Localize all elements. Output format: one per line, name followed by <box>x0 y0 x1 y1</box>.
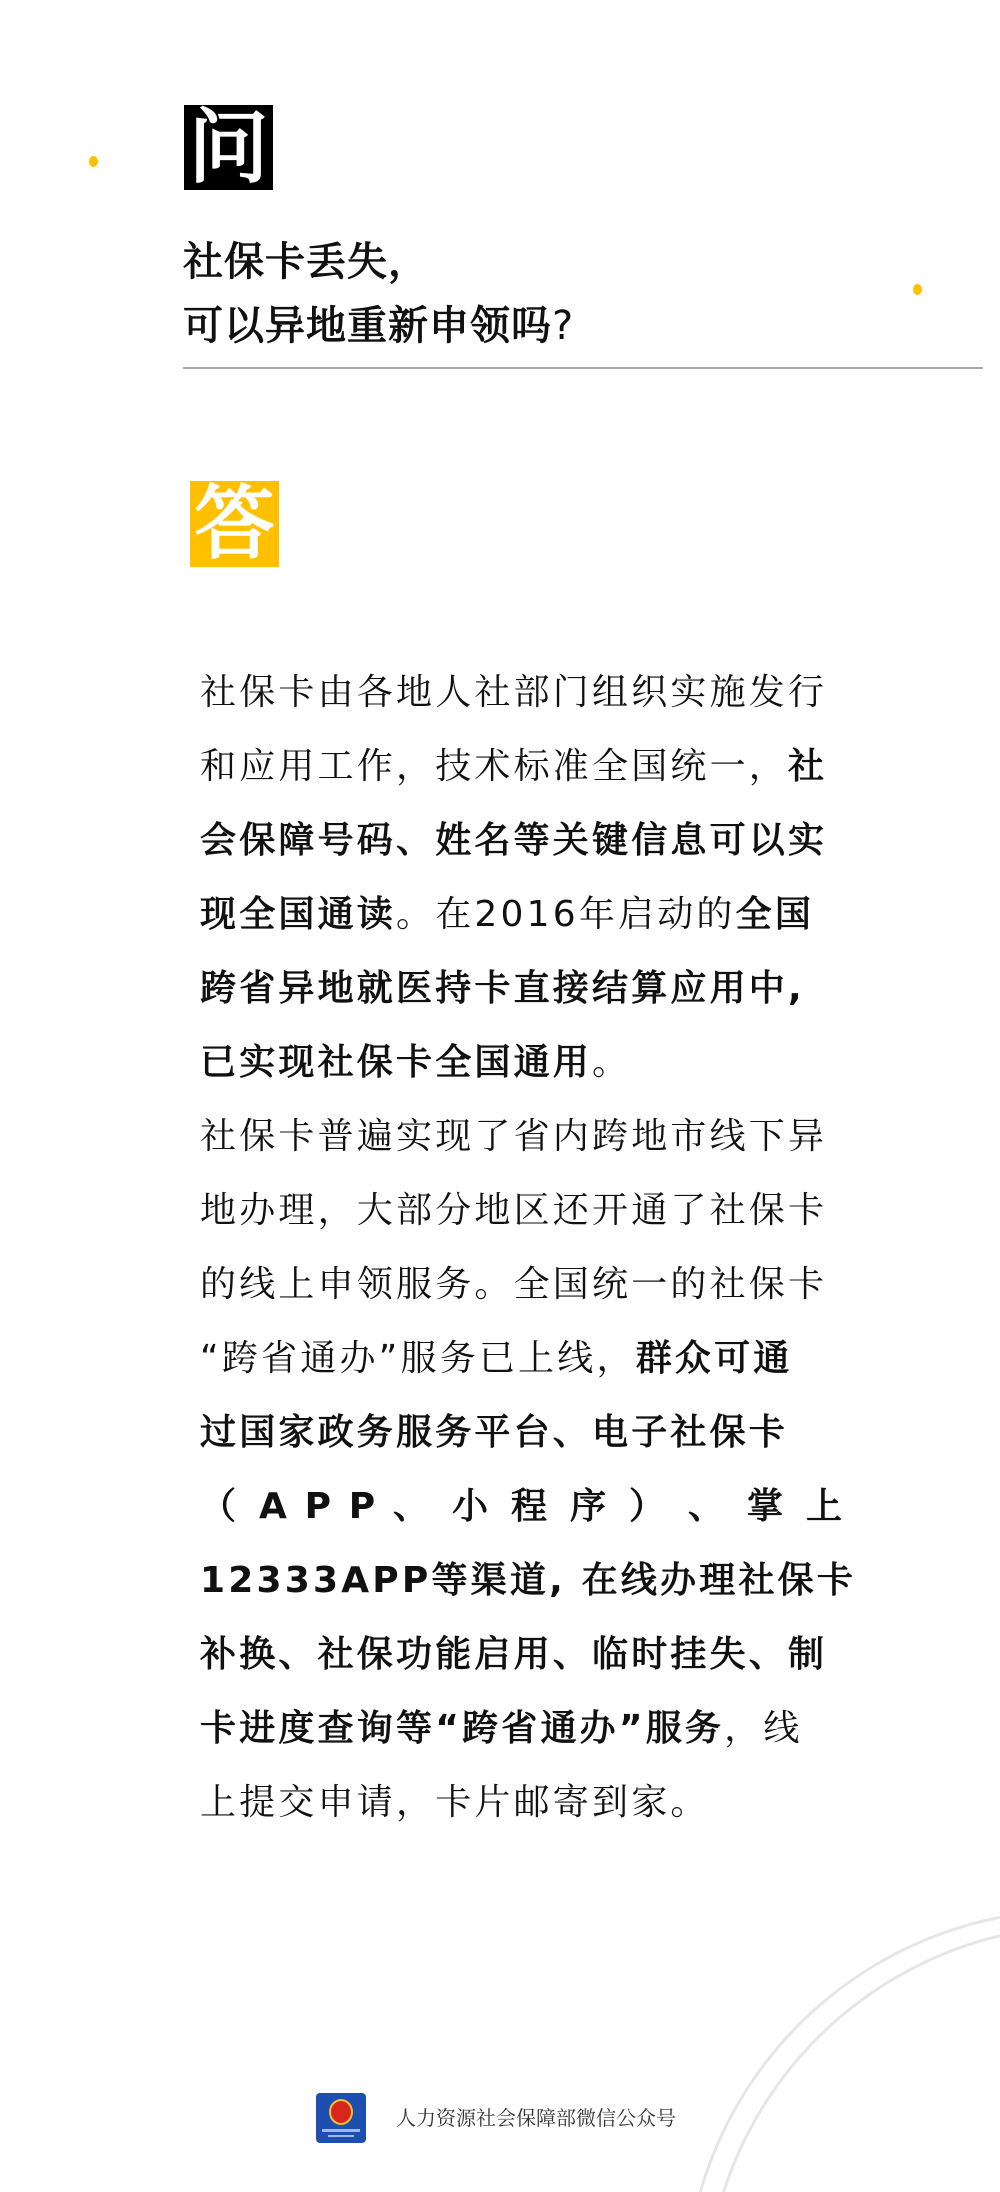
body-line <box>200 656 842 730</box>
body-line <box>200 878 842 952</box>
question-mark: ? <box>552 303 575 349</box>
text: 社保卡由各地人社部门组织实施发行 <box>200 672 828 713</box>
bold-text: （ A P P 、 小 程 序 ） 、 掌 上 <box>200 1486 842 1527</box>
text: 和应用工作，技术标准全国统一， <box>200 746 789 787</box>
bold-text: 群众可通 <box>635 1338 793 1379</box>
title-line-1: 社保卡丢失， <box>183 239 429 285</box>
body-line <box>200 1322 842 1396</box>
accent-dot <box>913 284 922 295</box>
text: 上提交申请，卡片邮寄到家。 <box>200 1782 710 1823</box>
bold-text: 已实现社保卡全国通用 <box>200 1042 593 1083</box>
bold-text: 卡进度查询等“跨省通办”服务 <box>200 1708 725 1749</box>
bold-text: 补换、社保功能启用、临时挂失、制 <box>200 1634 828 1675</box>
body-line <box>200 804 842 878</box>
body-line <box>200 1100 842 1174</box>
bold-text: 全国 <box>735 894 815 935</box>
divider <box>183 367 983 369</box>
bold-text: 会保障号码、姓名等关键信息可以实 <box>200 820 828 861</box>
national-emblem-icon <box>316 2093 366 2143</box>
bold-text: 跨省异地就医持卡直接结算应用中, <box>200 968 805 1009</box>
body-line <box>200 1766 842 1840</box>
footer-account-name: 人力资源社会保障部微信公众号 <box>396 2106 676 2130</box>
body-line <box>200 1026 842 1100</box>
answer-badge: 答 <box>190 481 279 567</box>
title-line-2-text: 可以异地重新申领吗 <box>183 303 552 349</box>
bold-text: 社 <box>788 746 828 787</box>
body-line <box>200 1692 842 1766</box>
body-line <box>200 1470 842 1544</box>
title-line-2 <box>183 294 574 358</box>
body-line <box>200 1174 842 1248</box>
body-line <box>200 1544 857 1618</box>
body-line <box>200 952 842 1026</box>
question-title <box>183 230 574 358</box>
text: 地办理，大部分地区还开通了社保卡 <box>200 1190 828 1231</box>
bold-text: 现全国通读 <box>200 894 397 935</box>
body-line <box>200 1248 842 1322</box>
answer-body <box>200 656 857 1840</box>
text: 。 <box>592 1042 632 1083</box>
text: 。在2016年启动的 <box>396 894 736 935</box>
body-line <box>200 1396 842 1470</box>
bold-text: 过国家政务服务平台、电子社保卡 <box>200 1412 789 1453</box>
body-line <box>200 1618 842 1692</box>
text: 社保卡普遍实现了省内跨地市线下异 <box>200 1116 828 1157</box>
question-badge: 问 <box>184 105 273 190</box>
arc-outer <box>700 1917 1000 2192</box>
text: ，线 <box>724 1708 803 1749</box>
body-line <box>200 730 842 804</box>
text: “跨省通办”服务已上线， <box>200 1338 636 1379</box>
text: 的线上申领服务。全国统一的社保卡 <box>200 1264 828 1305</box>
bold-text: 12333APP等渠道, 在线办理社保卡 <box>200 1560 857 1601</box>
accent-dot <box>89 156 98 167</box>
